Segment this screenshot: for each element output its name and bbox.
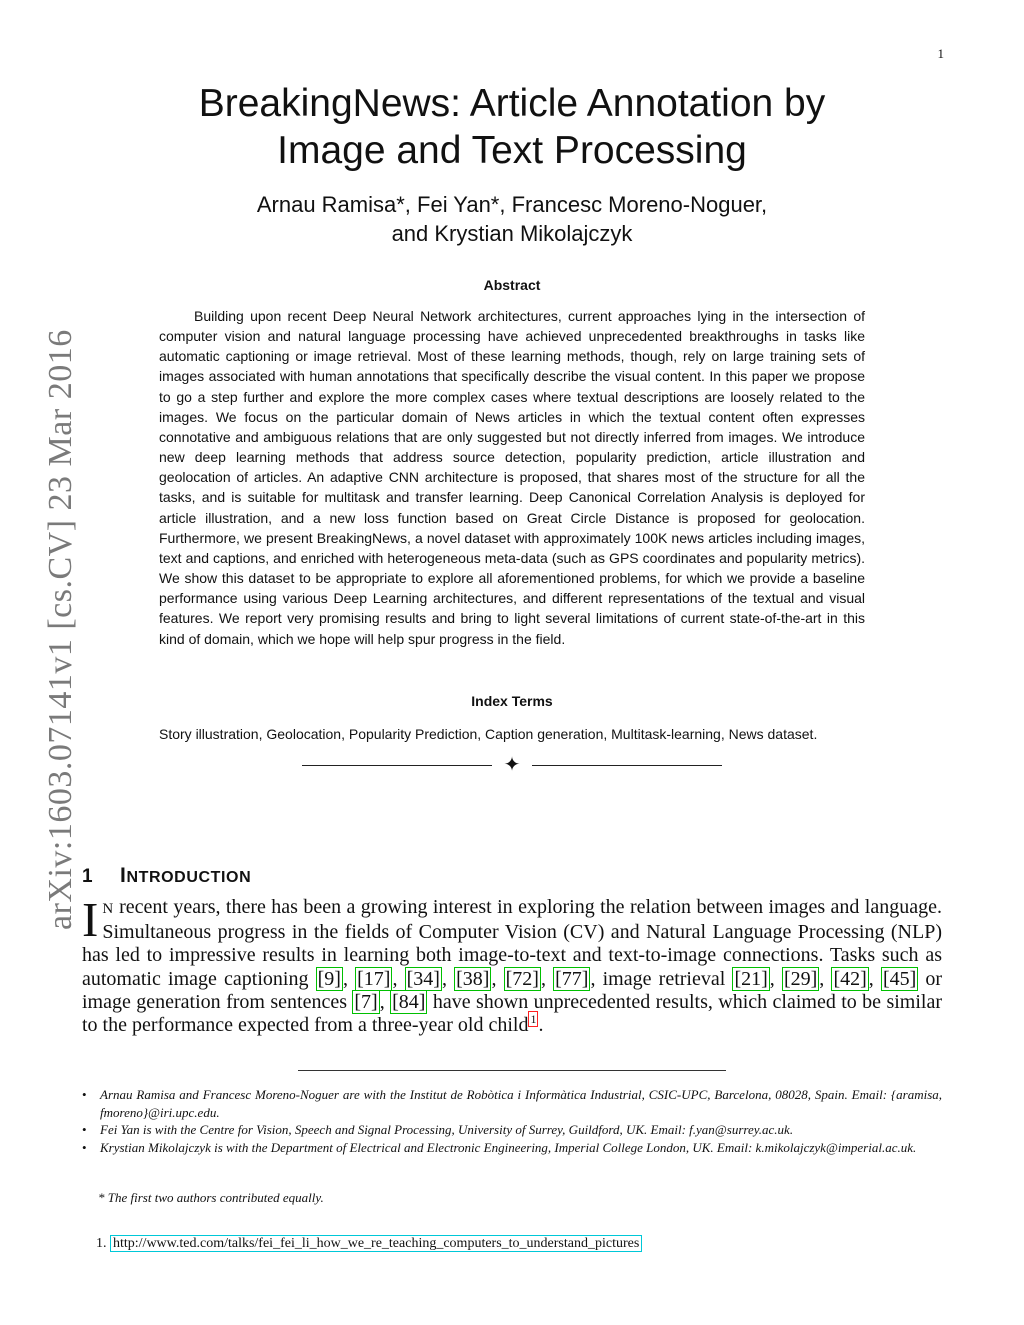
- title-line: Image and Text Processing: [277, 129, 747, 172]
- citation-link[interactable]: [7]: [354, 990, 378, 1013]
- citation-link[interactable]: [29]: [783, 967, 818, 990]
- introduction-paragraph: I N recent years, there has been a growing interest in exploring the relation between images and language. Simultaneous progress in the fields of Computer Vision (CV) and Natural Language Processing (NLP) has led to impressive results in learning both image-to-text and text-to-image connections. Tasks such as automatic image captioning [9] , [17] , [34] , [38] , [72] , [77] , image retrieval [21] , [29] , [42] , [45] or image generation from sentences [7] , [84] have shown unprecedented results, which claimed to be similar to the performance expected from a three-year old child $^1$ .: [82, 892, 943, 1037]
- separator-star-icon: ✦: [503, 754, 521, 776]
- citation-link[interactable]: [42]: [833, 967, 867, 990]
- citation-link[interactable]: [21]: [734, 967, 768, 990]
- footnote-url-link[interactable]: http://www.ted.com/talks/fei_fei_li_how_we_re_teaching_computers_to_understand_pictures: [110, 1235, 642, 1252]
- intro-text: .: [538, 1014, 544, 1037]
- footnote-marker: 1.: [96, 1236, 107, 1251]
- separator-rule-right: [532, 765, 722, 766]
- index-terms-heading: Index Terms: [471, 693, 553, 709]
- title-line: BreakingNews: Article Annotation by: [198, 82, 826, 125]
- section-number: 1: [82, 866, 94, 887]
- citation-link[interactable]: [9]: [317, 967, 341, 990]
- index-terms-text: Story illustration, Geolocation, Popularity Prediction, Caption generation, Multitask-learning, News dataset.: [159, 726, 818, 742]
- page-number: 1: [937, 46, 944, 61]
- abstract-heading: Abstract: [483, 277, 541, 293]
- section-title-initial: I: [120, 864, 127, 887]
- affiliation-list: [82, 1086, 942, 1156]
- drop-cap: I: [82, 892, 99, 947]
- section-heading-introduction: [82, 864, 251, 888]
- paper-title: [100, 80, 924, 174]
- citation-link[interactable]: [45]: [882, 967, 917, 990]
- arxiv-stamp: arXiv:1603.07141v1 [cs.CV] 23 Mar 2016: [42, 329, 79, 930]
- citation-link[interactable]: [72]: [505, 967, 539, 990]
- authors-line: Arnau Ramisa*, Fei Yan*, Francesc Moreno-Noguer,: [256, 192, 768, 217]
- citation-link[interactable]: [17]: [357, 967, 391, 990]
- affiliation-item: • Fei Yan is with the Centre for Vision, Speech and Signal Processing, University of Surrey, Guildford, UK. Email: f.yan@surrey.ac.uk.: [82, 1121, 942, 1139]
- footnote-rule: [298, 1070, 726, 1071]
- citation-link[interactable]: [84]: [392, 990, 426, 1013]
- intro-text: or image generation from sentences: [82, 967, 943, 1013]
- citation-link[interactable]: [77]: [555, 967, 589, 990]
- separator-rule-left: [302, 765, 492, 766]
- affiliation-item: • Arnau Ramisa and Francesc Moreno-Noguer are with the Institut de Robòtica i Informàtica Industrial, CSIC-UPC, Barcelona, 08028, Spain. Email: {aramisa, fmoreno}@iri.upc.edu.: [82, 1086, 942, 1121]
- authors-line: and Krystian Mikolajczyk: [391, 221, 633, 246]
- section-title-rest: NTRODUCTION: [126, 869, 252, 886]
- abstract-text: Building upon recent Deep Neural Network architectures, current approaches lying in the intersection of computer vision and natural language processing have achieved unprecedented breakthroughs in tasks like automatic captioning or image retrieval. Most of these learning methods, though, rely on large training sets of images associated with human annotations that specifically describe the visual content. In this paper we propose to go a step further and explore the more complex cases where textual descriptions are loosely related to the images. We focus on the particular domain of News articles in which the textual content often expresses connotative and ambiguous relations that are only suggested but not directly inferred from images. We introduce new deep learning methods that address source detection, popularity prediction, article illustration and geolocation of articles. An adaptive CNN architecture is proposed, that shares most of the structure for all the tasks, and is suitable for multitask and transfer learning. Deep Canonical Correlation Analysis is deployed for article illustration, and a new loss function based on Great Circle Distance is proposed for geolocation. Furthermore, we present BreakingNews, a novel dataset with approximately 100K news articles including images, text and captions, and enriched with heterogeneous meta-data (such as GPS coordinates and popularity metrics). We show this dataset to be appropriate to explore all aforementioned problems, for which we provide a baseline performance using various Deep Learning architectures, and different representations of the textual and visual features. We report very promising results and bring to light several limitations of current state-of-the-art in this kind of domain, which we hope will help spur progress in the field.: [159, 308, 865, 647]
- affiliation-item: • Krystian Mikolajczyk is with the Department of Electrical and Electronic Engineering, Imperial College London, UK. Email: k.mikolajczyk@imperial.ac.uk.: [82, 1139, 942, 1157]
- intro-text: recent years, there has been a growing interest in exploring the relation between images and language. Simultaneous progress in the fields of Computer Vision (CV) and Natural Language Processing (NLP) has led to impressive results in learning both image-to-text and text-to-image connections. Tasks such as automatic image captioning: [82, 896, 942, 990]
- footnote: [96, 1236, 642, 1252]
- footnote-reference-link[interactable]: 1: [530, 1012, 537, 1027]
- citation-link[interactable]: [38]: [456, 967, 490, 990]
- lead-small-caps: N: [102, 901, 114, 917]
- intro-text: , image retrieval: [590, 967, 733, 990]
- equal-contribution-note: * The first two authors contributed equally.: [98, 1190, 324, 1205]
- author-list: [160, 190, 864, 248]
- citation-link[interactable]: [34]: [406, 967, 440, 990]
- intro-text: have shown unprecedented results, which claimed to be similar to the performance expected from a three-year old child: [82, 990, 943, 1037]
